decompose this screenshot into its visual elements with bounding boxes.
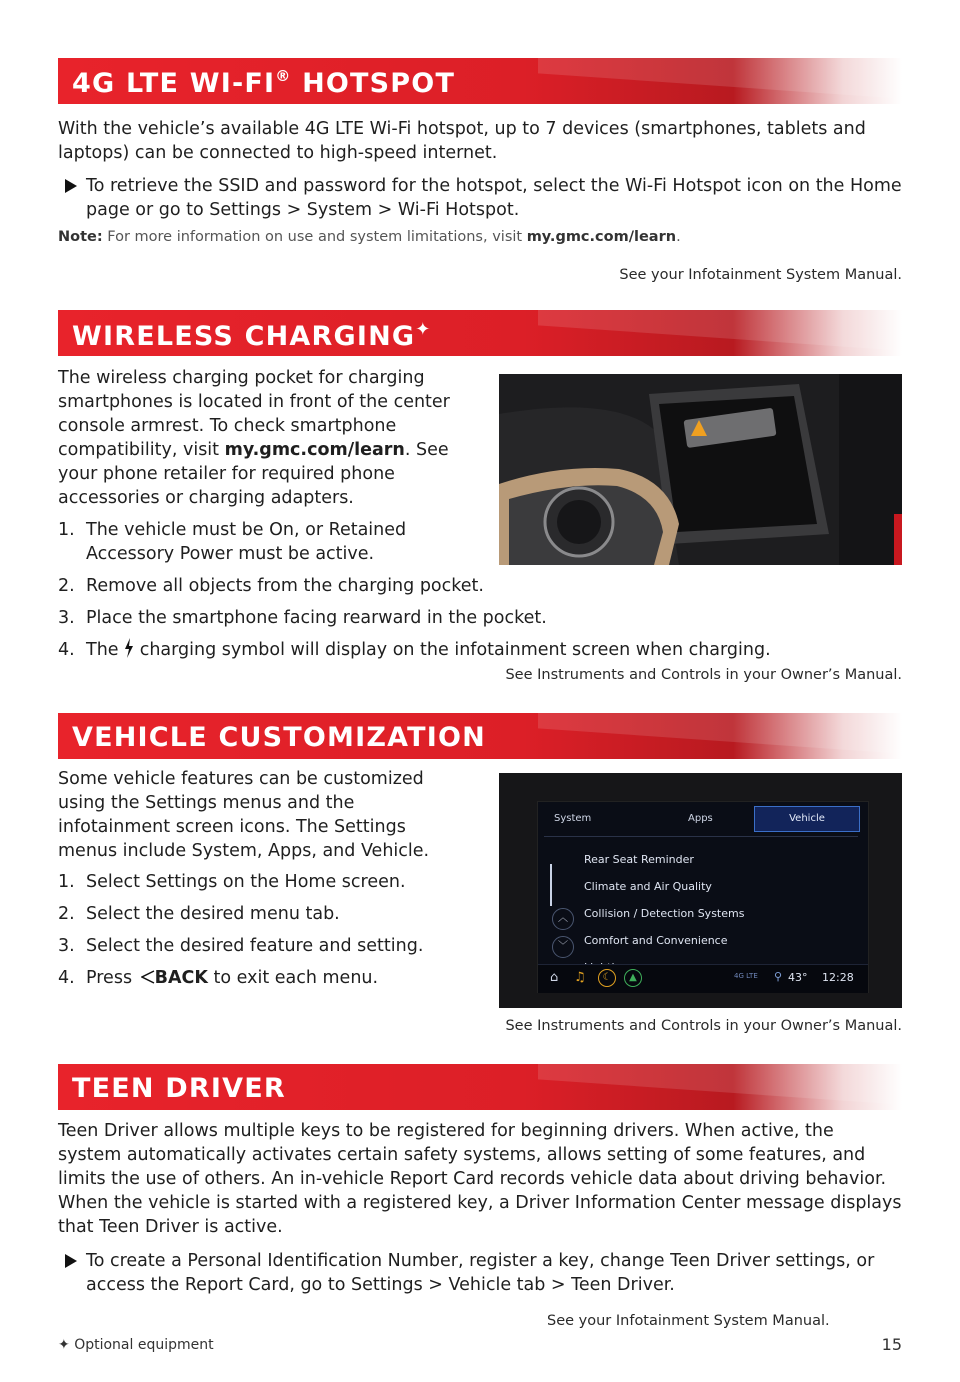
wireless-intro: The wireless charging pocket for charging smartphones is located in front of the center console armrest. To check smartphone compatibility, visit my.gmc.com/learn. See your phone retailer for required phone accessories or charging adapters.	[58, 368, 450, 508]
customization-banner	[58, 713, 902, 759]
screen-location-icon: ⚲	[774, 970, 783, 983]
screen-tab-vehicle: Vehicle	[754, 806, 860, 832]
screen-menu-item: Rear Seat Reminder	[584, 853, 694, 866]
screen-scroll-down-icon: ﹀	[552, 936, 574, 958]
screen-menu-item: Comfort and Convenience	[584, 934, 728, 947]
screen-nav-icon: ▲	[624, 969, 642, 987]
wireless-learn-link[interactable]: my.gmc.com/learn	[224, 440, 405, 460]
customization-step: 4. Press BACK to exit each menu.	[58, 968, 379, 988]
customization-intro: Some vehicle features can be customized using the Settings menus and the infotainment screen icons. The Settings menus include System, Apps, and Vehicle.	[58, 769, 430, 861]
screen-menu-item: Collision / Detection Systems	[584, 907, 745, 920]
hotspot-bullet: To retrieve the SSID and password for the hotspot, select the Wi-Fi Hotspot icon on the Home page or go to Settings > System > Wi-Fi Hotspot.	[86, 174, 902, 222]
hotspot-learn-link[interactable]: my.gmc.com/learn	[526, 229, 677, 245]
wireless-reference: See Instruments and Controls in your Owner’s Manual.	[505, 667, 902, 683]
screen-music-icon: ♫	[574, 970, 586, 985]
bullet-arrow-icon	[65, 179, 77, 193]
wireless-step: 4. The charging symbol will display on the infotainment screen when charging.	[58, 640, 771, 660]
teen-title: TEEN DRIVER	[72, 1073, 286, 1104]
infotainment-photo	[499, 773, 902, 1008]
screen-status-bar	[538, 964, 868, 993]
bullet-arrow-icon	[65, 1254, 77, 1268]
wireless-steps	[58, 518, 902, 670]
optional-equipment-note: ✦ Optional equipment	[58, 1337, 214, 1353]
customization-step: 1. Select Settings on the Home screen.	[58, 872, 406, 892]
wireless-banner	[58, 310, 902, 356]
customization-title: VEHICLE CUSTOMIZATION	[72, 722, 486, 753]
customization-step: 2. Select the desired menu tab.	[58, 904, 340, 924]
wireless-step: 3. Place the smartphone facing rearward in the pocket.	[58, 608, 547, 628]
wireless-step: 1. The vehicle must be On, or Retained Accessory Power must be active.	[58, 520, 407, 564]
teen-reference: See your Infotainment System Manual.	[547, 1313, 830, 1329]
page-number: 15	[881, 1335, 902, 1354]
screen-menu	[584, 846, 744, 981]
hotspot-reference: See your Infotainment System Manual.	[619, 267, 902, 283]
screen-tab-system: System	[554, 813, 592, 824]
customization-reference: See Instruments and Controls in your Owner’s Manual.	[505, 1018, 902, 1034]
screen-tab-apps: Apps	[688, 813, 713, 824]
wireless-step: 2. Remove all objects from the charging pocket.	[58, 576, 484, 596]
screen-time: 12:28	[822, 971, 854, 984]
screen-temperature: 43°	[788, 971, 808, 984]
back-arrow-icon	[141, 970, 155, 984]
lightning-bolt-icon	[124, 638, 134, 658]
hotspot-note: Note: For more information on use and system limitations, visit my.gmc.com/learn.	[58, 229, 681, 245]
screen-lte-status: 4G LTE	[734, 972, 758, 980]
optional-star-icon: ✦	[58, 1337, 70, 1353]
screen-home-icon: ⌂	[550, 970, 559, 985]
customization-steps	[58, 870, 488, 998]
wireless-title: WIRELESS CHARGING✦	[72, 319, 432, 352]
infotainment-screen	[537, 801, 869, 993]
screen-phone-icon: ☾	[598, 969, 616, 987]
hotspot-title: 4G LTE WI-FI® HOTSPOT	[72, 67, 456, 99]
hotspot-intro: With the vehicle’s available 4G LTE Wi-Fi hotspot, up to 7 devices (smartphones, tablets and laptops) can be connected to high-speed internet.	[58, 119, 866, 163]
customization-step: 3. Select the desired feature and setting.	[58, 936, 424, 956]
screen-scroll-up-icon: ︿	[552, 908, 574, 930]
teen-intro: Teen Driver allows multiple keys to be registered for beginning drivers. When active, the system automatically activates certain safety systems, allows setting of some features, and limits the use of others. An in-vehicle Report Card records vehicle data about driving behavior. When the vehicle is started with a registered key, a Driver Information Center message displays that Teen Driver is active.	[58, 1121, 902, 1237]
teen-banner	[58, 1064, 902, 1110]
teen-bullet: To create a Personal Identification Number, register a key, change Teen Driver settings, or access the Report Card, go to Settings > Vehicle tab > Teen Driver.	[86, 1249, 902, 1297]
screen-menu-item: Climate and Air Quality	[584, 880, 712, 893]
hotspot-banner	[58, 58, 902, 104]
